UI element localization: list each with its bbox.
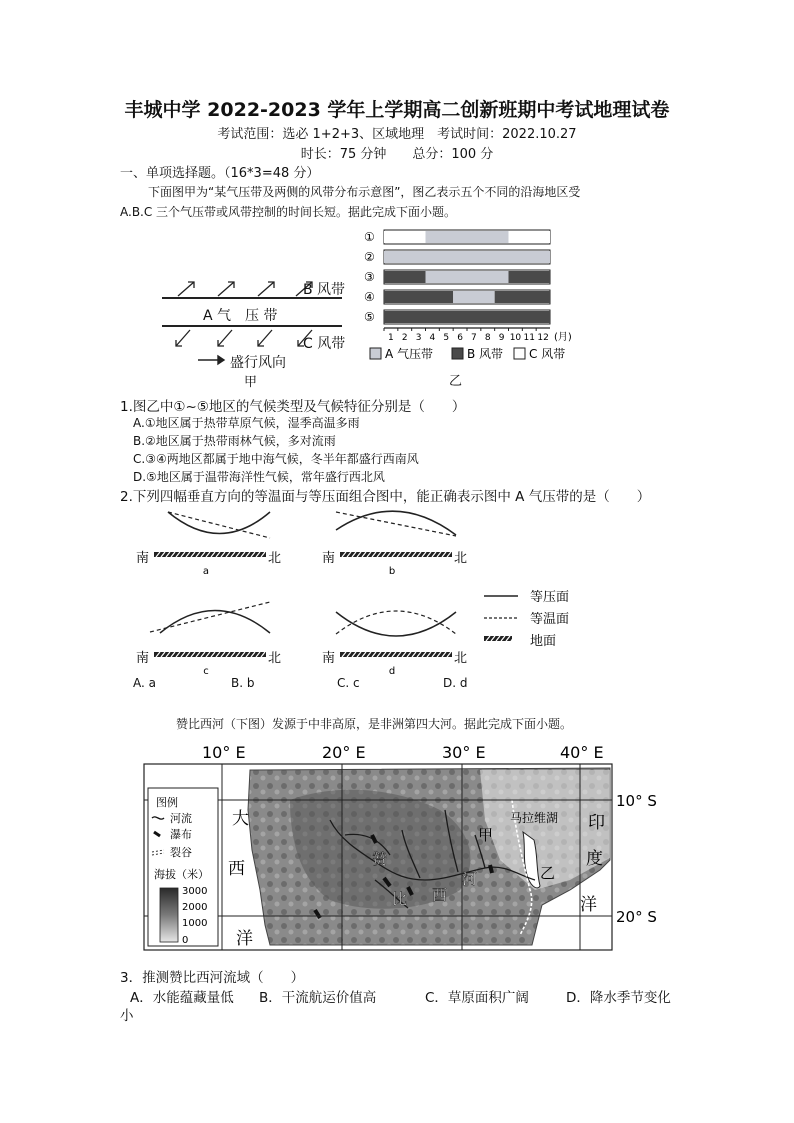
q2-panel-d <box>322 611 467 677</box>
legend-rift-label: 裂谷 <box>170 846 192 859</box>
yi-legend-swatch-b <box>452 348 463 359</box>
yi-legend-label-c: C 风带 <box>529 347 566 361</box>
q3-option-b: B．干流航运价值高 <box>259 990 377 1006</box>
panel-label: c <box>203 666 209 677</box>
longitude-label: 30° E <box>442 743 486 762</box>
elevation-value: 2000 <box>182 902 208 913</box>
zambezi-map <box>140 740 657 955</box>
jia-caption: 甲 <box>244 375 258 390</box>
elevation-value: 0 <box>182 935 189 946</box>
q1-option-a: A.①地区属于热带草原气候，湿季高温多雨 <box>133 416 360 430</box>
atlantic-ocean-char: 洋 <box>236 929 253 949</box>
q2-panel-c <box>136 602 281 677</box>
yi-month-label: 11 <box>523 333 535 343</box>
isobar-curve <box>168 512 270 534</box>
yi-row-label: ⑤ <box>364 310 375 324</box>
indian-ocean-char: 洋 <box>580 895 597 915</box>
zambezi-river-char: 河 <box>462 870 478 888</box>
south-label: 南 <box>322 551 336 566</box>
q2-panel-a <box>136 512 281 577</box>
yi-month-label: 5 <box>443 333 450 343</box>
legend-ground-label: 地面 <box>530 634 557 649</box>
yi-legend-label-b: B 风带 <box>467 347 504 361</box>
isotherm-curve <box>336 611 456 634</box>
longitude-label: 20° E <box>322 743 366 762</box>
south-label: 南 <box>136 551 150 566</box>
legend-river-label: 河流 <box>170 812 192 825</box>
longitude-label: 10° E <box>202 743 246 762</box>
zambezi-river-char: 赞 <box>372 850 388 868</box>
lower-wind-arrows <box>176 330 312 346</box>
yi-month-label: 2 <box>401 333 408 343</box>
yi-bar-segment <box>509 231 551 243</box>
section-heading: 一、单项选择题。（16*3=48 分） <box>120 166 320 181</box>
legend-title: 图例 <box>156 796 178 809</box>
q2-stem: 2.下列四幅垂直方向的等温面与等压面组合图中，能正确表示图中 A 气压带的是（ ） <box>120 489 651 505</box>
jia-top-label: B 风带 <box>303 282 346 298</box>
q2-option-c: C. c <box>337 676 360 690</box>
elevation-scale-bar <box>160 888 178 942</box>
upper-wind-arrows <box>178 282 312 296</box>
yi-month-label: 4 <box>429 333 436 343</box>
place-lake-malawi: 马拉维湖 <box>510 811 559 825</box>
yi-month-label: 7 <box>471 333 477 343</box>
latitude-label-20s: 20° S <box>616 908 657 926</box>
q1-option-b: B.②地区属于热带雨林气候，多对流雨 <box>133 434 336 448</box>
jia-belt-label: A 气 压 带 <box>203 308 278 324</box>
yi-month-label: 8 <box>484 333 491 343</box>
elevation-value: 1000 <box>182 918 208 929</box>
legend-waterfall-label: 瀑布 <box>170 828 192 841</box>
yi-bar-segment <box>384 231 426 243</box>
south-label: 南 <box>322 651 336 666</box>
yi-legend-label-a: A 气压带 <box>385 347 434 361</box>
elevation-value: 3000 <box>182 886 208 897</box>
north-label: 北 <box>268 551 282 566</box>
q1-option-d: D.⑤地区属于温带海洋性气候，常年盛行西北风 <box>133 470 385 484</box>
q2-panel-b <box>322 511 467 577</box>
atlantic-ocean-char: 大 <box>232 809 249 829</box>
q3-option-c: C．草原面积广阔 <box>425 990 529 1006</box>
intro-line-1: 下面图甲为“某气压带及两侧的风带分布示意图”，图乙表示五个不同的沿海地区受 <box>148 185 581 199</box>
yi-month-label: 9 <box>498 333 505 343</box>
latitude-label-10s: 10° S <box>616 792 657 810</box>
q3-option-d: D．降水季节变化 <box>566 990 671 1006</box>
north-label: 北 <box>454 551 468 566</box>
q3-option-d-continued: 小 <box>120 1008 134 1024</box>
panel-label: b <box>388 566 396 577</box>
atlantic-ocean-char: 西 <box>228 859 245 879</box>
zambezi-river-char: 西 <box>432 886 448 904</box>
north-label: 北 <box>268 651 282 666</box>
exam-scope-line: 考试范围：选必 1+2+3、区域地理 考试时间：2022.10.27 <box>217 127 577 142</box>
isobar-curve <box>336 511 456 535</box>
yi-row-label: ③ <box>364 270 375 284</box>
jia-legend-label: 盛行风向 <box>230 355 286 371</box>
q2-option-d: D. d <box>443 676 468 690</box>
longitude-label: 40° E <box>560 743 604 762</box>
q2-option-b: B. b <box>231 676 255 690</box>
indian-ocean-char: 度 <box>586 849 603 869</box>
q2-legend <box>484 590 569 649</box>
yi-bar-segment <box>509 271 551 283</box>
jia-bottom-label: C 风带 <box>303 336 346 352</box>
q3-stem: 3．推测赞比西河流域（ ） <box>120 970 305 986</box>
yi-bar-segment <box>384 271 426 283</box>
place-yi: 乙 <box>540 864 556 882</box>
yi-bar-segment <box>384 311 550 323</box>
elevation-title: 海拔（米） <box>154 868 209 881</box>
legend-isotherm-label: 等温面 <box>530 612 570 627</box>
yi-bar-segment <box>384 251 550 263</box>
indian-ocean-char: 印 <box>588 813 605 833</box>
place-jia: 甲 <box>478 826 494 844</box>
q3-option-a: A．水能蕴藏量低 <box>130 990 234 1006</box>
isobar-curve <box>336 612 456 636</box>
yi-month-label: 6 <box>457 333 463 343</box>
yi-caption: 乙 <box>449 374 463 389</box>
yi-bar-segment <box>426 271 509 283</box>
legend-isobar-label: 等压面 <box>530 590 570 605</box>
exam-title: 丰城中学 2022-2023 学年上学期高二创新班期中考试地理试卷 <box>124 99 670 121</box>
q1-stem: 1.图乙中①~⑤地区的气候类型及气候特征分别是（ ） <box>120 399 466 415</box>
yi-month-label: 10 <box>509 333 522 343</box>
zambezi-intro: 赞比西河（下图）发源于中非高原，是非洲第四大河。据此完成下面小题。 <box>176 717 573 731</box>
isobar-curve <box>160 611 270 634</box>
q1-option-c: C.③④两地区都属于地中海气候，冬半年都盛行西南风 <box>133 452 419 466</box>
exam-duration-line: 时长：75 分钟 总分：100 分 <box>300 147 494 162</box>
yi-bar-segment <box>426 231 509 243</box>
q2-option-a: A. a <box>133 676 156 690</box>
yi-bar-segment <box>495 291 550 303</box>
panel-label: d <box>388 666 396 677</box>
south-label: 南 <box>136 651 150 666</box>
yi-legend-swatch-c <box>514 348 525 359</box>
figure-yi <box>362 224 582 374</box>
q2-figure <box>136 500 600 677</box>
yi-bar-segment <box>384 291 453 303</box>
intro-line-2: A.B.C 三个气压带或风带控制的时间长短。据此完成下面小题。 <box>120 205 457 219</box>
yi-month-label: 12 <box>537 333 549 343</box>
panel-label: a <box>202 566 210 577</box>
prevailing-wind-legend-arrow <box>198 356 224 364</box>
yi-month-label: 3 <box>415 333 422 343</box>
yi-row-label: ② <box>364 250 375 264</box>
yi-legend-swatch-a <box>370 348 381 359</box>
yi-row-label: ④ <box>364 290 375 304</box>
zambezi-river-char: 比 <box>392 890 408 908</box>
yi-row-label: ① <box>364 230 375 244</box>
yi-month-unit: (月) <box>554 332 572 343</box>
yi-bar-segment <box>453 291 495 303</box>
yi-month-label: 1 <box>388 333 394 343</box>
north-label: 北 <box>454 651 468 666</box>
